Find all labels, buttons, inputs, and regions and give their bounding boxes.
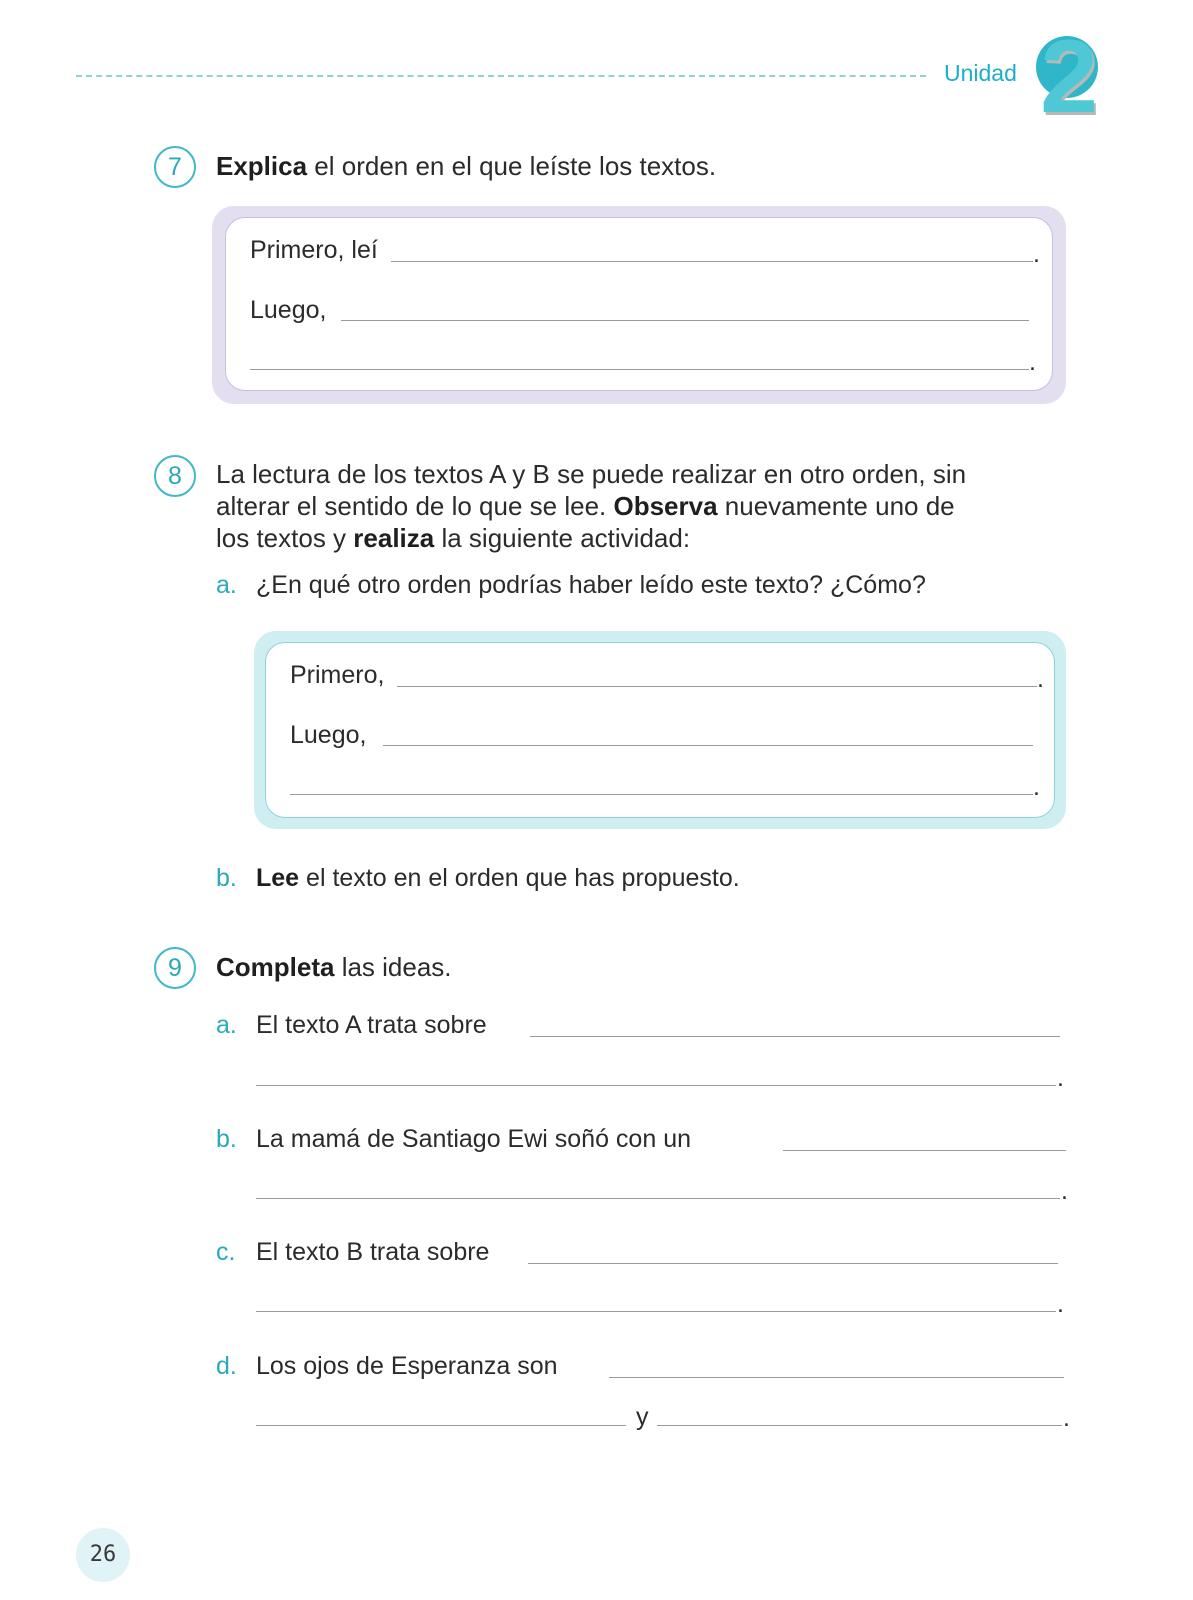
- question-9a-blank1[interactable]: [530, 1036, 1060, 1037]
- question-9a-letter: a.: [216, 1011, 237, 1039]
- question-9c-blank2[interactable]: [256, 1311, 1056, 1312]
- question-9c-blank1[interactable]: [528, 1263, 1058, 1264]
- question-9b-blank2[interactable]: [256, 1198, 1060, 1199]
- question-8b-rest: el texto en el orden que has propuesto.: [299, 864, 740, 892]
- question-7-verb: Explica: [216, 151, 308, 181]
- answer-8-line2-blank[interactable]: [383, 745, 1033, 746]
- question-9a-period: .: [1057, 1064, 1064, 1092]
- question-8b-verb: Lee: [256, 864, 300, 892]
- question-8a-letter: a.: [216, 571, 237, 599]
- question-8-line2-a: alterar el sentido de lo que se lee.: [216, 491, 614, 521]
- question-8-verb-realiza: realiza: [353, 523, 435, 553]
- question-9a-text: El texto A trata sobre: [256, 1011, 487, 1039]
- question-9d-conjunction: y: [636, 1403, 649, 1431]
- answer-8-line1-prefix: Primero,: [290, 661, 385, 689]
- question-9-verb: Completa: [216, 952, 335, 982]
- question-9-prompt: [216, 951, 452, 983]
- question-9b-text: La mamá de Santiago Ewi soñó con un: [256, 1125, 691, 1153]
- question-7-rest: el orden en el que leíste los textos.: [307, 151, 717, 181]
- question-9c-period: .: [1057, 1290, 1064, 1318]
- question-9d-period: .: [1063, 1404, 1070, 1432]
- question-9b-blank1[interactable]: [783, 1150, 1066, 1151]
- answer-8-line2-prefix: Luego,: [290, 721, 367, 749]
- question-8a-text: ¿En qué otro orden podrías haber leído este texto? ¿Cómo?: [256, 571, 926, 599]
- question-9d-blank1[interactable]: [609, 1377, 1064, 1378]
- question-9b-period: .: [1061, 1177, 1068, 1205]
- answer-7-line1-blank[interactable]: [391, 261, 1033, 262]
- answer-box-7-inner: [225, 217, 1053, 391]
- answer-7-line1-prefix: Primero, leí: [250, 236, 378, 264]
- question-9c-letter: c.: [216, 1238, 236, 1266]
- question-9d-blank2[interactable]: [256, 1425, 626, 1426]
- page-number: 26: [76, 1528, 130, 1582]
- question-8-line3-a: los textos y: [216, 523, 354, 553]
- answer-7-line3-period: .: [1029, 348, 1036, 376]
- question-8-line1: La lectura de los textos A y B se puede realizar en otro orden, sin: [216, 459, 967, 489]
- question-9c-text: El texto B trata sobre: [256, 1238, 490, 1266]
- question-9a-blank2[interactable]: [256, 1085, 1056, 1086]
- question-number-7: 7: [154, 146, 196, 188]
- question-9-rest: las ideas.: [334, 952, 452, 982]
- header-dashed-line: [76, 75, 926, 77]
- question-number-8: 8: [154, 455, 196, 497]
- answer-box-8: [254, 631, 1066, 829]
- question-8-line3: [216, 522, 690, 554]
- question-9d-text: Los ojos de Esperanza son: [256, 1352, 558, 1380]
- answer-8-line3-period: .: [1033, 773, 1040, 801]
- question-8b-letter: b.: [216, 864, 237, 892]
- answer-box-8-inner: [265, 642, 1055, 818]
- answer-box-7: [212, 206, 1066, 404]
- question-8-line2-c: nuevamente uno de: [717, 491, 955, 521]
- answer-8-line1-blank[interactable]: [397, 686, 1037, 687]
- question-9d-letter: d.: [216, 1352, 237, 1380]
- answer-7-line3-blank[interactable]: [250, 369, 1029, 370]
- question-9b-letter: b.: [216, 1125, 237, 1153]
- question-8b-text: [256, 864, 740, 893]
- unit-number: 2: [1040, 19, 1098, 135]
- answer-8-line3-blank[interactable]: [290, 794, 1033, 795]
- answer-8-line1-period: .: [1037, 665, 1044, 693]
- question-number-9: 9: [154, 947, 196, 989]
- answer-7-line1-period: .: [1033, 240, 1040, 268]
- question-9d-blank3[interactable]: [657, 1425, 1062, 1426]
- question-8-line3-c: la siguiente actividad:: [434, 523, 691, 553]
- answer-7-line2-prefix: Luego,: [250, 296, 327, 324]
- question-7-prompt: [216, 150, 716, 182]
- question-8-line2: [216, 490, 955, 522]
- unit-label: Unidad: [944, 60, 1017, 86]
- answer-7-line2-blank[interactable]: [341, 320, 1029, 321]
- question-8-verb-observa: Observa: [613, 491, 718, 521]
